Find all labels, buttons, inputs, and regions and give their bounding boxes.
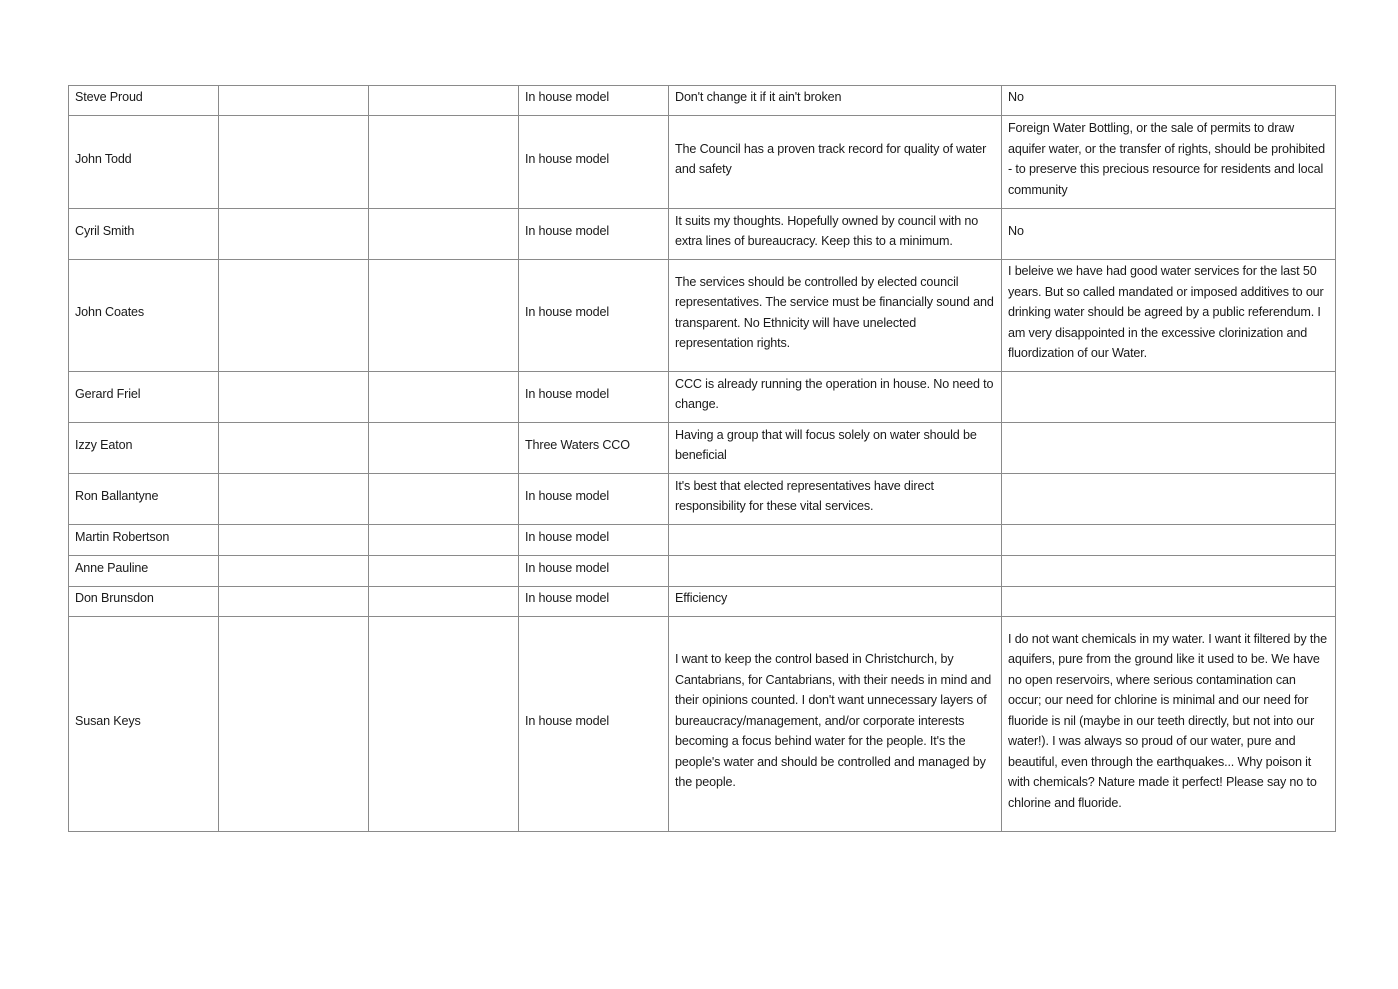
empty-cell xyxy=(369,86,519,116)
other-comments xyxy=(1002,587,1336,617)
empty-cell xyxy=(369,260,519,372)
other-comments: Foreign Water Bottling, or the sale of permits to draw aquifer water, or the transfer of rights, should be prohibited - to preserve this precious resource for residents and local community xyxy=(1002,116,1336,209)
empty-cell xyxy=(369,116,519,209)
empty-cell xyxy=(219,617,369,832)
table-row xyxy=(69,474,1336,525)
empty-cell xyxy=(369,423,519,474)
empty-cell xyxy=(369,525,519,556)
preferred-model: In house model xyxy=(519,617,669,832)
empty-cell xyxy=(219,525,369,556)
table-row xyxy=(69,587,1336,617)
submitter-name: Susan Keys xyxy=(69,617,219,832)
other-comments xyxy=(1002,423,1336,474)
empty-cell xyxy=(219,209,369,260)
preferred-model: In house model xyxy=(519,86,669,116)
submitter-name: Martin Robertson xyxy=(69,525,219,556)
preferred-model: Three Waters CCO xyxy=(519,423,669,474)
preferred-model: In house model xyxy=(519,474,669,525)
preferred-model: In house model xyxy=(519,525,669,556)
empty-cell xyxy=(219,423,369,474)
other-comments: I beleive we have had good water services for the last 50 years. But so called mandated or imposed additives to our drinking water should be agreed by a public referendum. I am very disappointed in the excessive clorinization and fluordization of our Water. xyxy=(1002,260,1336,372)
reason-text: It suits my thoughts. Hopefully owned by council with no extra lines of bureaucracy. Keep this to a minimum. xyxy=(669,209,1002,260)
reason-text: The services should be controlled by elected council representatives. The service must be financially sound and transparent. No Ethnicity will have unelected representation rights. xyxy=(669,260,1002,372)
reason-text xyxy=(669,556,1002,587)
submitter-name: Anne Pauline xyxy=(69,556,219,587)
other-comments xyxy=(1002,556,1336,587)
other-comments: I do not want chemicals in my water. I want it filtered by the aquifers, pure from the ground like it used to be. We have no open reservoirs, where serious contamination can occur; our need for chlorine is minimal and our need for fluoride is nil (maybe in our teeth directly, but not into our water!). I was always so proud of our water, pure and beautiful, even through the earthquakes... Why poison it with chemicals? Nature made it perfect! Please say no to chlorine and fluoride. xyxy=(1002,617,1336,832)
table-row xyxy=(69,525,1336,556)
empty-cell xyxy=(219,86,369,116)
empty-cell xyxy=(219,260,369,372)
table-row xyxy=(69,423,1336,474)
empty-cell xyxy=(369,617,519,832)
empty-cell xyxy=(219,116,369,209)
submissions-table xyxy=(68,85,1336,832)
empty-cell xyxy=(369,209,519,260)
reason-text: CCC is already running the operation in house. No need to change. xyxy=(669,372,1002,423)
empty-cell xyxy=(219,556,369,587)
other-comments: No xyxy=(1002,86,1336,116)
reason-text: I want to keep the control based in Christchurch, by Cantabrians, for Cantabrians, with their needs in mind and their opinions counted. I don't want unnecessary layers of bureaucracy/management, and/or corporate interests becoming a focus behind water for the people. It's the people's water and should be controlled and managed by the people. xyxy=(669,617,1002,832)
preferred-model: In house model xyxy=(519,260,669,372)
submitter-name: Don Brunsdon xyxy=(69,587,219,617)
empty-cell xyxy=(219,474,369,525)
preferred-model: In house model xyxy=(519,372,669,423)
reason-text: Efficiency xyxy=(669,587,1002,617)
preferred-model: In house model xyxy=(519,209,669,260)
empty-cell xyxy=(369,587,519,617)
table-row xyxy=(69,209,1336,260)
empty-cell xyxy=(219,372,369,423)
reason-text: Having a group that will focus solely on water should be beneficial xyxy=(669,423,1002,474)
submitter-name: Cyril Smith xyxy=(69,209,219,260)
table-row xyxy=(69,617,1336,832)
table-row xyxy=(69,86,1336,116)
empty-cell xyxy=(369,372,519,423)
other-comments: No xyxy=(1002,209,1336,260)
other-comments xyxy=(1002,474,1336,525)
submitter-name: Steve Proud xyxy=(69,86,219,116)
table-row xyxy=(69,372,1336,423)
reason-text: Don't change it if it ain't broken xyxy=(669,86,1002,116)
reason-text: It's best that elected representatives have direct responsibility for these vital services. xyxy=(669,474,1002,525)
submitter-name: John Todd xyxy=(69,116,219,209)
reason-text: The Council has a proven track record for quality of water and safety xyxy=(669,116,1002,209)
empty-cell xyxy=(369,474,519,525)
reason-text xyxy=(669,525,1002,556)
submitter-name: Gerard Friel xyxy=(69,372,219,423)
preferred-model: In house model xyxy=(519,587,669,617)
other-comments xyxy=(1002,372,1336,423)
empty-cell xyxy=(369,556,519,587)
table-row xyxy=(69,116,1336,209)
table-row xyxy=(69,556,1336,587)
submitter-name: Izzy Eaton xyxy=(69,423,219,474)
preferred-model: In house model xyxy=(519,556,669,587)
empty-cell xyxy=(219,587,369,617)
submitter-name: John Coates xyxy=(69,260,219,372)
submitter-name: Ron Ballantyne xyxy=(69,474,219,525)
preferred-model: In house model xyxy=(519,116,669,209)
table-row xyxy=(69,260,1336,372)
other-comments xyxy=(1002,525,1336,556)
